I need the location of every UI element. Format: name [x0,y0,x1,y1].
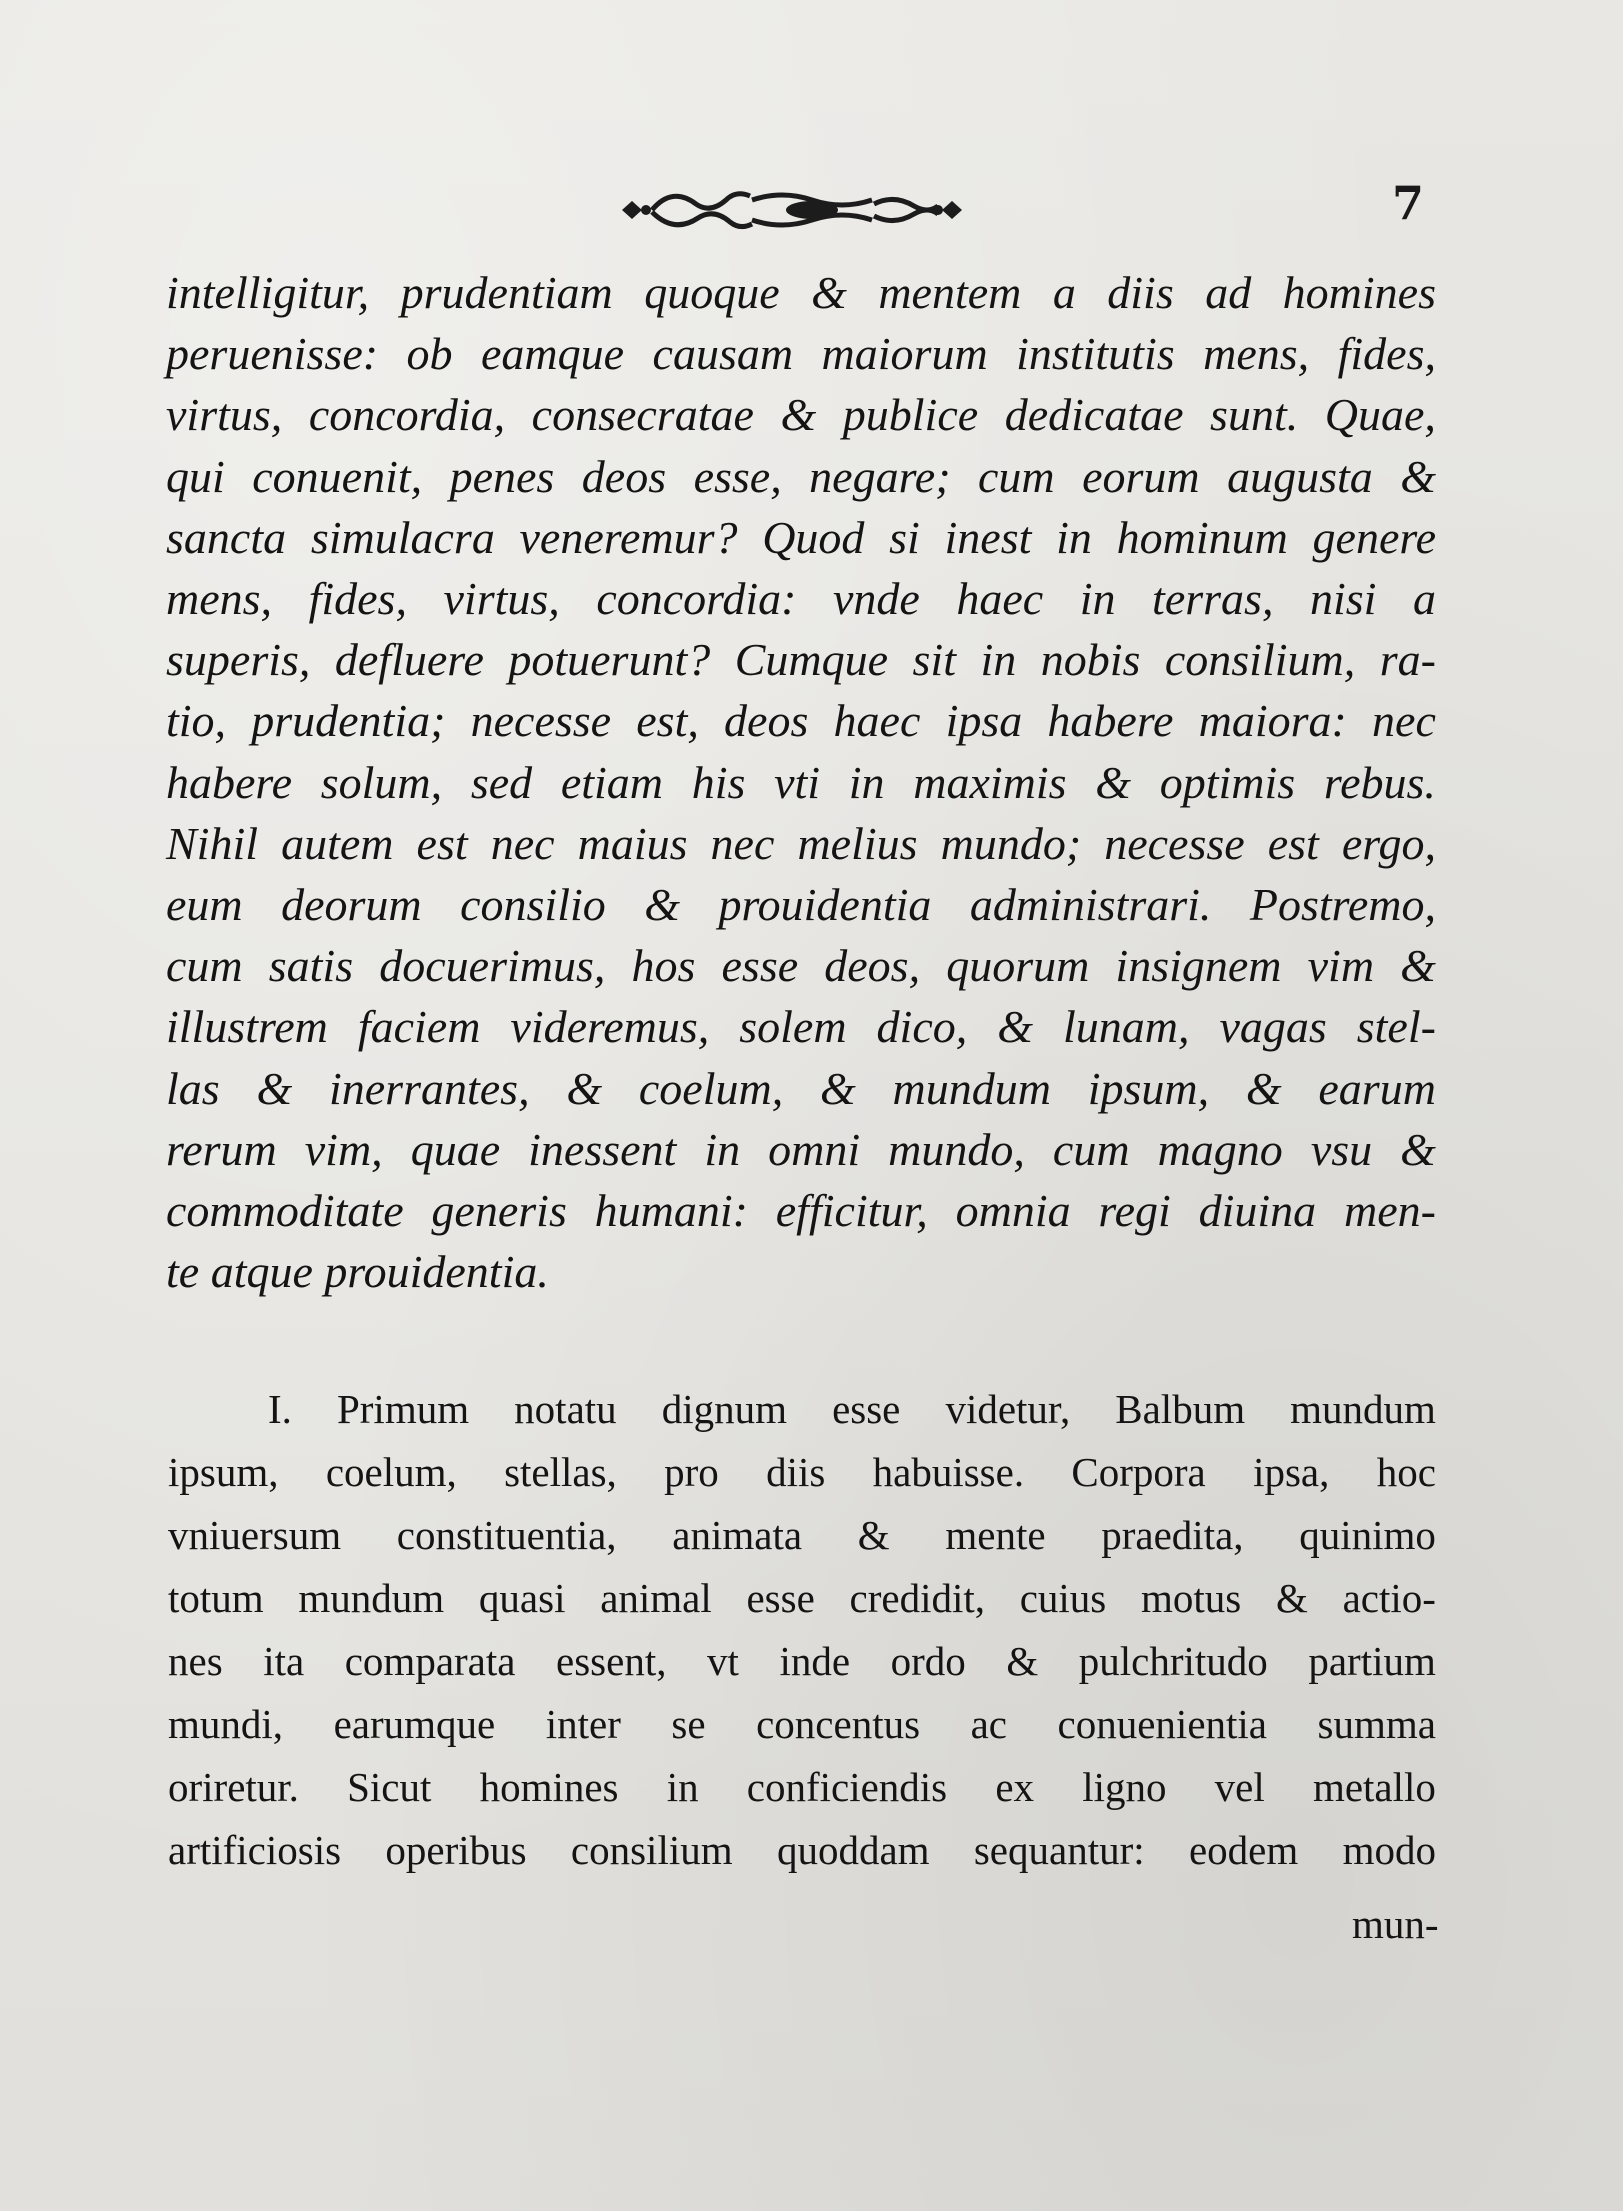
text-line: nes ita comparata essent, vt inde ordo & pulchritudo partium [168,1638,1436,1684]
text-line: illustrem faciem videremus, solem dico, & lunam, vagas stel- [166,1001,1436,1053]
text-line: peruenisse: ob eamque causam maiorum institutis mens, fides, [166,328,1436,380]
catchword: mun- [1352,1901,1439,1947]
text-line: oriretur. Sicut homines in conficiendis ex ligno vel metallo [168,1764,1436,1810]
text-line: las & inerrantes, & coelum, & mundum ipsum, & earum [166,1062,1436,1114]
text-line: superis, defluere potuerunt? Cumque sit in nobis consilium, ra- [166,634,1436,686]
text-line: te atque prouidentia. [166,1246,549,1298]
text-line: sancta simulacra veneremur? Quod si inest in hominum genere [166,511,1436,563]
text-line: qui conuenit, penes deos esse, negare; cum eorum augusta & [166,450,1436,502]
roman-paragraph [168,1378,1436,1882]
text-line: habere solum, sed etiam his vti in maximis & optimis rebus. [166,756,1436,808]
text-line: artificiosis operibus consilium quoddam sequantur: eodem modo [168,1827,1436,1873]
text-line: tio, prudentia; necesse est, deos haec ipsa habere maiora: nec [166,695,1436,747]
text-line: virtus, concordia, consecratae & publice dedicatae sunt. Quae, [166,389,1436,441]
text-line: I. Primum notatu dignum esse videtur, Balbum mundum [268,1386,1436,1432]
text-line: eum deorum consilio & prouidentia administrari. Postremo, [166,879,1436,931]
text-line: totum mundum quasi animal esse credidit, cuius motus & actio- [168,1575,1436,1621]
text-line: cum satis docuerimus, hos esse deos, quorum insignem vim & [166,940,1436,992]
text-line: commoditate generis humani: efficitur, omnia regi diuina men- [166,1185,1436,1237]
text-line: rerum vim, quae inessent in omni mundo, cum magno vsu & [166,1123,1436,1175]
text-line: ipsum, coelum, stellas, pro diis habuisse. Corpora ipsa, hoc [168,1449,1436,1495]
italic-paragraph [166,262,1436,1302]
page-number: 7 [1392,176,1425,230]
text-line: intelligitur, prudentiam quoque & mentem a diis ad homines [166,267,1436,318]
text-line: Nihil autem est nec maius nec melius mundo; necesse est ergo, [166,817,1436,869]
text-line: vniuersum constituentia, animata & mente praedita, quinimo [168,1512,1436,1558]
text-line: mens, fides, virtus, concordia: vnde haec in terras, nisi a [166,573,1436,625]
text-line: mundi, earumque inter se concentus ac conuenientia summa [168,1701,1436,1747]
decorative-vine-ornament-icon [612,182,972,238]
